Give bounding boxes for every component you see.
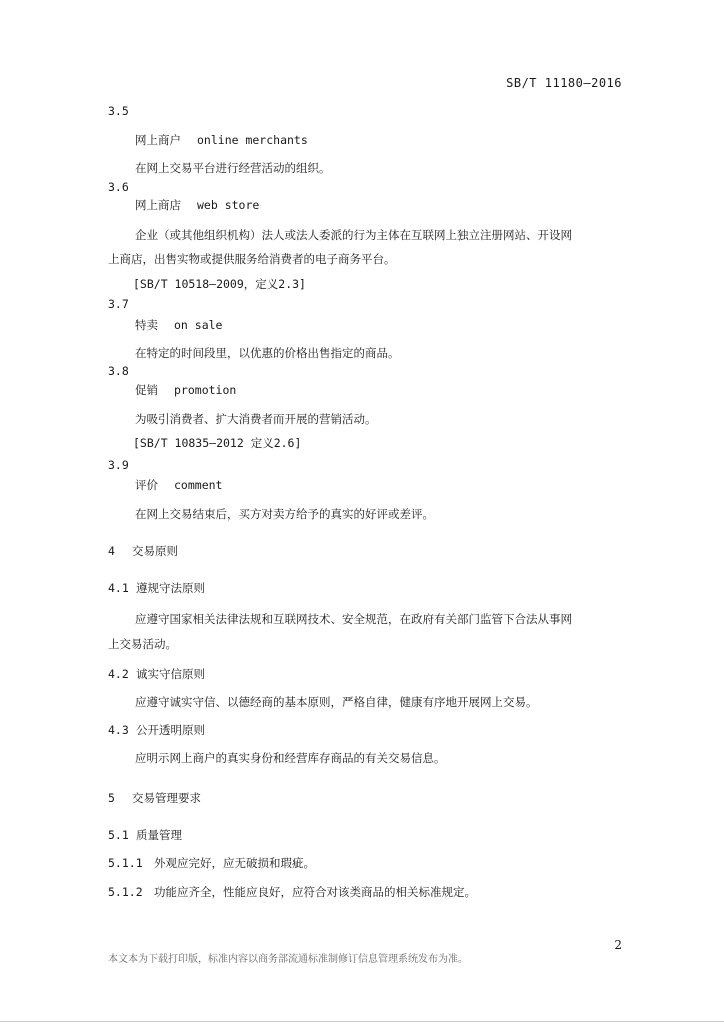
chapter-heading [108,790,201,806]
section-heading [108,580,205,596]
term-chinese: 网上商户 [135,133,181,147]
paragraph-line: 上交易活动。 [108,637,177,651]
section-number: 4.3 [108,723,129,737]
paragraph-line: 应明示网上商户的真实身份和经营库存商品的有关交易信息。 [135,751,446,765]
term-english: online merchants [197,133,308,147]
term-entry [135,382,236,398]
term-chinese: 网上商店 [135,198,181,212]
clause-number: 5.1.1 [108,856,143,870]
paragraph-line: 应遵守国家相关法律法规和互联网技术、安全规范，在政府有关部门监管下合法从事网 [135,612,572,626]
term-definition: 在特定的时间段里，以优惠的价格出售指定的商品。 [135,346,400,360]
clause-number: 3.7 [108,297,129,311]
term-entry [135,197,259,213]
chapter-title: 交易原则 [132,544,178,558]
term-entry [135,477,222,493]
term-definition-line: 上商店，出售实物或提供服务给消费者的电子商务平台。 [108,252,396,266]
section-title: 诚实守信原则 [136,667,205,681]
clause-line [108,884,476,900]
chapter-number: 5 [108,791,115,805]
term-english: on sale [174,318,223,332]
section-title: 遵规守法原则 [136,581,205,595]
section-title: 公开透明原则 [136,723,205,737]
section-title: 质量管理 [136,828,182,842]
clause-number: 3.9 [108,458,129,472]
clause-text: 功能应齐全，性能应良好，应符合对该类商品的相关标准规定。 [154,885,476,899]
clause-number: 5.1.2 [108,885,143,899]
section-number: 5.1 [108,828,129,842]
term-definition: 在网上交易平台进行经营活动的组织。 [135,161,331,175]
term-english: promotion [174,383,237,397]
chapter-number: 4 [108,544,115,558]
footer-note: 本文本为下载打印版，标准内容以商务部流通标准制修订信息管理系统发布为准。 [108,954,468,965]
term-entry [135,132,308,148]
term-definition: 为吸引消费者、扩大消费者而开展的营销活动。 [135,412,377,426]
source-reference: [SB/T 10518—2009，定义2.3] [133,277,306,291]
section-number: 4.2 [108,667,129,681]
chapter-title: 交易管理要求 [132,791,201,805]
clause-number: 3.6 [108,180,129,194]
term-definition-line: 企业（或其他组织机构）法人或法人委派的行为主体在互联网上独立注册网站、开设网 [135,228,572,242]
term-definition: 在网上交易结束后，买方对卖方给予的真实的好评或差评。 [135,507,434,521]
term-entry [135,317,222,333]
clause-number: 3.5 [108,104,129,118]
section-heading [108,827,182,843]
page-number: 2 [614,938,622,952]
term-chinese: 促销 [135,383,158,397]
section-heading [108,666,205,682]
paragraph-line: 应遵守诚实守信、以德经商的基本原则，严格自律，健康有序地开展网上交易。 [135,695,538,709]
chapter-heading [108,543,178,559]
term-chinese: 评价 [135,478,158,492]
clause-text: 外观应完好，应无破损和瑕疵。 [154,856,315,870]
bottom-divider [0,1021,724,1022]
source-reference: [SB/T 10835—2012 定义2.6] [133,436,302,450]
clause-number: 3.8 [108,364,129,378]
section-heading [108,722,205,738]
section-number: 4.1 [108,581,129,595]
standard-code: SB/T 11180—2016 [506,76,622,90]
term-chinese: 特卖 [135,318,158,332]
clause-line [108,855,315,871]
term-english: web store [197,198,260,212]
term-english: comment [174,478,223,492]
